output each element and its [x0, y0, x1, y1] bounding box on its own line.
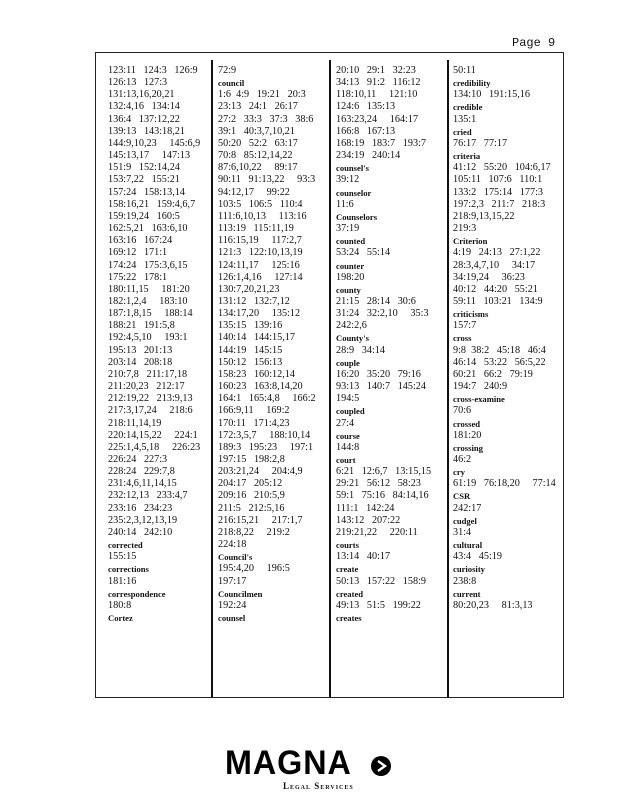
- index-page-refs: 163:23,24 164:17: [336, 113, 419, 125]
- index-term: course: [336, 430, 360, 441]
- index-term: credibility: [453, 78, 491, 89]
- index-page-refs: 235:2,3,12,13,19: [108, 514, 178, 526]
- index-page-refs: 197:17: [218, 575, 247, 587]
- index-page-refs: 46:14 53:22 56:5,22: [453, 356, 546, 368]
- index-page-refs: 59:11 103:21 134:9: [453, 295, 543, 307]
- index-page-refs: 242:2,6: [336, 320, 367, 332]
- index-page-refs: 130:7,20,21,23: [218, 283, 280, 295]
- index-term: couple: [336, 357, 360, 368]
- index-term: coupled: [336, 406, 365, 417]
- logo-subtitle: Legal Services: [283, 781, 354, 791]
- index-page-refs: 231:4,6,11,14,15: [108, 478, 177, 490]
- index-term: creates: [336, 613, 362, 624]
- index-page-refs: 20:10 29:1 32:23: [336, 65, 416, 76]
- index-page-refs: 219:3: [453, 223, 477, 235]
- index-page-refs: 87:6,10,22 89:17: [218, 162, 298, 174]
- index-page-refs: 124:11,17 125:16: [218, 259, 300, 271]
- index-page-refs: 170:11 171:4,23: [218, 417, 290, 429]
- index-page-refs: 195:4,20 196:5: [218, 563, 290, 575]
- index-term: cudgel: [453, 515, 477, 526]
- index-page-refs: 105:11 107:6 110:1: [453, 174, 543, 186]
- index-term: cross-examine: [453, 394, 505, 405]
- index-page-refs: 240:14 242:10: [108, 526, 173, 538]
- index-page-refs: 4:19 24:13 27:1,22: [453, 247, 541, 259]
- index-page-refs: 163:16 167:24: [108, 235, 173, 247]
- index-page-refs: 175:22 178:1: [108, 271, 168, 283]
- index-term: corrections: [108, 564, 149, 575]
- page-number: Page 9: [512, 36, 556, 50]
- index-page-refs: 212:19,22 213:9,13: [108, 393, 193, 405]
- index-term: Council's: [218, 552, 253, 563]
- index-page-refs: 123:11 124:3 126:9: [108, 65, 198, 76]
- index-page-refs: 29:21 56:12 58:23: [336, 478, 421, 490]
- index-page-refs: 145:13,17 147:13: [108, 150, 191, 162]
- index-page-refs: 158:23 160:12,14: [218, 368, 295, 380]
- index-term: cry: [453, 467, 465, 478]
- index-page-refs: 103:5 106:5 110:4: [218, 198, 303, 210]
- index-page-refs: 172:3,5,7 188:10,14: [218, 429, 311, 441]
- index-page-refs: 93:13 140:7 145:24: [336, 381, 426, 393]
- index-page-refs: 233:16 234:23: [108, 502, 173, 514]
- index-page-refs: 164:1 165:4,8 166:2: [218, 393, 316, 405]
- index-page-refs: 50:20 52:2 63:17: [218, 137, 298, 149]
- index-page-refs: 135:1: [453, 113, 477, 125]
- index-page-refs: 80:20,23 81:3,13: [453, 599, 533, 611]
- index-page-refs: 70:6: [453, 405, 472, 417]
- index-page-refs: 46:2: [453, 454, 472, 465]
- index-term: criteria: [453, 151, 481, 162]
- index-page-refs: 1:6 4:9 19:21 20:3: [218, 89, 306, 101]
- index-page-refs: 21:15 28:14 30:6: [336, 295, 416, 307]
- index-page-refs: 225:1,4,5,18 226:23: [108, 441, 201, 453]
- index-page-refs: 111:1 142:24: [336, 502, 395, 514]
- index-page-refs: 218:9,13,15,22: [453, 210, 515, 222]
- index-page-refs: 27:4: [336, 417, 355, 429]
- index-page-refs: 162:5,21 163:6,10: [108, 223, 188, 235]
- index-page-refs: 61:19 76:18,20 77:14: [453, 478, 556, 490]
- index-page-refs: 140:14 144:15,17: [218, 332, 295, 344]
- index-term: court: [336, 455, 356, 465]
- index-page-refs: 132:4,16 134:14: [108, 101, 180, 113]
- index-page-refs: 94:12,17 99:22: [218, 186, 290, 198]
- index-term: courts: [336, 540, 359, 551]
- index-page-refs: 28:3,4,7,10 34:17: [453, 259, 536, 271]
- index-term: Cortez: [108, 613, 133, 624]
- index-page-refs: 131:12 132:7,12: [218, 295, 290, 307]
- index-term: counsel: [218, 613, 246, 624]
- index-page-refs: 197:2,3 211:7 218:3: [453, 198, 546, 210]
- index-page-refs: 90:11 91:13,22 93:3: [218, 174, 316, 186]
- index-page-refs: 180:8: [108, 599, 132, 611]
- index-page-refs: 70:8 85:12,14,22: [218, 150, 293, 162]
- index-page-refs: 43:4 45:19: [453, 551, 502, 563]
- index-page-refs: 157:7: [453, 320, 477, 332]
- index-page-refs: 39:1 40:3,7,10,21: [218, 125, 295, 137]
- index-page-refs: 155:15: [108, 551, 137, 563]
- index-term: county: [336, 284, 361, 295]
- index-page-refs: 37:19: [336, 223, 360, 235]
- index-term: create: [336, 564, 359, 575]
- index-page-refs: 151:9 152:14,24: [108, 162, 180, 174]
- index-page-refs: 217:3,17,24 218:6: [108, 405, 193, 417]
- index-term: CSR: [453, 491, 471, 502]
- index-page-refs: 189:3 195:23 197:1: [218, 441, 314, 453]
- index-page-refs: 53:24 55:14: [336, 247, 391, 259]
- index-page-refs: 226:24 227:3: [108, 454, 168, 465]
- index-page-refs: 220:14,15,22 224:1: [108, 429, 198, 441]
- logo-wordmark: MAGNA: [225, 744, 352, 782]
- index-page-refs: 232:12,13 233:4,7: [108, 490, 188, 502]
- index-page-refs: 144:19 145:15: [218, 344, 283, 356]
- index-page-refs: 181:16: [108, 575, 137, 587]
- index-page-refs: 136:4 137:12,22: [108, 113, 180, 125]
- index-page-refs: 9:8 38:2 45:18 46:4: [453, 344, 546, 356]
- index-page-refs: 157:24 158:13,14: [108, 186, 185, 198]
- index-page-refs: 210:7,8 211:17,18: [108, 368, 188, 380]
- index-page-refs: 182:1,2,4 183:10: [108, 295, 188, 307]
- index-page-refs: 27:2 33:3 37:3 38:6: [218, 113, 314, 125]
- index-page-refs: 181:20: [453, 429, 482, 441]
- index-term: criticisms: [453, 309, 489, 320]
- index-page-refs: 34:13 91:2 116:12: [336, 77, 421, 89]
- index-page-refs: 126:1,4,16 127:14: [218, 271, 303, 283]
- index-page-refs: 198:20: [336, 271, 365, 283]
- index-page-refs: 158:16,21 159:4,6,7: [108, 198, 196, 210]
- index-page-refs: 28:9 34:14: [336, 344, 385, 356]
- index-term: County's: [336, 333, 369, 344]
- index-page-refs: 192:24: [218, 599, 247, 611]
- index-term: crossing: [453, 442, 483, 453]
- index-term: cried: [453, 126, 472, 137]
- index-page-refs: 40:12 44:20 55:21: [453, 283, 538, 295]
- index-page-refs: 144:9,10,23 145:6,9: [108, 137, 201, 149]
- index-page-refs: 124:6 135:13: [336, 101, 396, 113]
- index-page-refs: 174:24 175:3,6,15: [108, 259, 188, 271]
- index-term: cultural: [453, 540, 483, 551]
- index-page-refs: 134:10 191:15,16: [453, 89, 530, 101]
- index-page-refs: 192:4,5,10 193:1: [108, 332, 188, 344]
- index-page-refs: 166:9,11 169:2: [218, 405, 290, 417]
- logo-arrow-icon: [371, 756, 391, 776]
- index-term: Criterion: [453, 236, 488, 247]
- index-page-refs: 194:7 240:9: [453, 381, 508, 393]
- index-page-refs: 168:19 183:7 193:7: [336, 137, 426, 149]
- index-page-refs: 216:15,21 217:1,7: [218, 514, 303, 526]
- column-divider: [447, 60, 449, 697]
- index-page-refs: 41:12 55:20 104:6,17: [453, 162, 551, 174]
- index-page-refs: 195:13 201:13: [108, 344, 173, 356]
- index-page-refs: 60:21 66:2 79:19: [453, 368, 533, 380]
- index-page-refs: 224:18: [218, 539, 247, 551]
- index-page-refs: 218:11,14,19: [108, 417, 162, 429]
- index-page-refs: 197:15 198:2,8: [218, 454, 285, 465]
- index-term: created: [336, 588, 364, 599]
- index-page-refs: 169:12 171:1: [108, 247, 168, 259]
- index-term: counsel's: [336, 163, 369, 174]
- index-term: corrected: [108, 540, 143, 551]
- index-page-refs: 16:20 35:20 79:16: [336, 368, 421, 380]
- index-column-2: [218, 65, 316, 624]
- index-page-refs: 150:12 156:13: [218, 356, 283, 368]
- index-page-refs: 204:17 205:12: [218, 478, 283, 490]
- index-page-refs: 116:15,19 117:2,7: [218, 235, 302, 247]
- index-page-refs: 135:15 139:16: [218, 320, 283, 332]
- index-page-refs: 159:19,24 160:5: [108, 210, 180, 222]
- index-page-refs: 121:3 122:10,13,19: [218, 247, 303, 259]
- index-page-refs: 194:5: [336, 393, 360, 405]
- index-column-4: [453, 65, 556, 612]
- index-page-refs: 126:13 127:3: [108, 77, 168, 89]
- index-term: council: [218, 78, 245, 89]
- index-page-refs: 203:21,24 204:4,9: [218, 466, 303, 478]
- column-divider: [329, 60, 331, 697]
- index-page-refs: 39:12: [336, 174, 360, 186]
- index-page-refs: 219:21,22 220:11: [336, 526, 418, 538]
- index-page-refs: 209:16 210:5,9: [218, 490, 285, 502]
- index-page-refs: 131:13,16,20,21: [108, 89, 175, 101]
- index-page-refs: 34:19,24 36:23: [453, 271, 525, 283]
- column-divider: [211, 60, 213, 697]
- index-page-frame: [95, 52, 564, 698]
- index-term: Counselors: [336, 211, 378, 222]
- index-term: Councilmen: [218, 588, 263, 599]
- index-page-refs: 50:11: [453, 65, 476, 76]
- index-page-refs: 187:1,8,15 188:14: [108, 308, 193, 320]
- magna-logo: [225, 744, 400, 792]
- index-term: current: [453, 588, 481, 599]
- index-term: counselor: [336, 187, 372, 198]
- index-term: curiosity: [453, 564, 485, 575]
- index-term: counted: [336, 236, 366, 247]
- index-term: credible: [453, 102, 483, 113]
- index-page-refs: 50:13 157:22 158:9: [336, 575, 426, 587]
- index-page-refs: 134:17,20 135:12: [218, 308, 301, 320]
- index-page-refs: 76:17 77:17: [453, 137, 508, 149]
- index-page-refs: 23:13 24:1 26:17: [218, 101, 298, 113]
- index-term: cross: [453, 333, 472, 344]
- index-page-refs: 144:8: [336, 441, 360, 453]
- index-page-refs: 143:12 207:22: [336, 514, 401, 526]
- index-page-refs: 234:19 240:14: [336, 150, 401, 162]
- index-page-refs: 211:5 212:5,16: [218, 502, 285, 514]
- index-page-refs: 203:14 208:18: [108, 356, 173, 368]
- index-page-refs: 133:2 175:14 177:3: [453, 186, 543, 198]
- index-page-refs: 228:24 229:7,8: [108, 466, 175, 478]
- index-page-refs: 153:7,22 155:21: [108, 174, 180, 186]
- index-page-refs: 118:10,11 121:10: [336, 89, 418, 101]
- index-page-refs: 238:8: [453, 575, 477, 587]
- index-page-refs: 188:21 191:5,8: [108, 320, 175, 332]
- index-page-refs: 49:13 51:5 199:22: [336, 599, 421, 611]
- index-page-refs: 111:6,10,13 113:16: [218, 210, 307, 222]
- index-page-refs: 31:4: [453, 526, 472, 538]
- index-page-refs: 180:11,15 181:20: [108, 283, 190, 295]
- index-term: counter: [336, 260, 365, 271]
- index-page-refs: 59:1 75:16 84:14,16: [336, 490, 429, 502]
- index-column-1: [108, 65, 200, 624]
- index-page-refs: 72:9: [218, 65, 237, 76]
- index-page-refs: 13:14 40:17: [336, 551, 391, 563]
- index-page-refs: 113:19 115:11,19: [218, 223, 294, 235]
- index-page-refs: 211:20,23 212:17: [108, 381, 185, 393]
- index-page-refs: 218:8,22 219:2: [218, 526, 290, 538]
- index-page-refs: 31:24 32:2,10 35:3: [336, 308, 429, 320]
- index-page-refs: 11:6: [336, 198, 354, 210]
- index-page-refs: 160:23 163:8,14,20: [218, 381, 303, 393]
- index-term: correspondence: [108, 588, 166, 599]
- index-page-refs: 6:21 12:6,7 13:15,15: [336, 466, 432, 478]
- index-page-refs: 139:13 143:18,21: [108, 125, 185, 137]
- index-term: crossed: [453, 418, 481, 429]
- index-page-refs: 166:8 167:13: [336, 125, 396, 137]
- index-column-3: [336, 65, 431, 624]
- index-page-refs: 242:17: [453, 502, 482, 514]
